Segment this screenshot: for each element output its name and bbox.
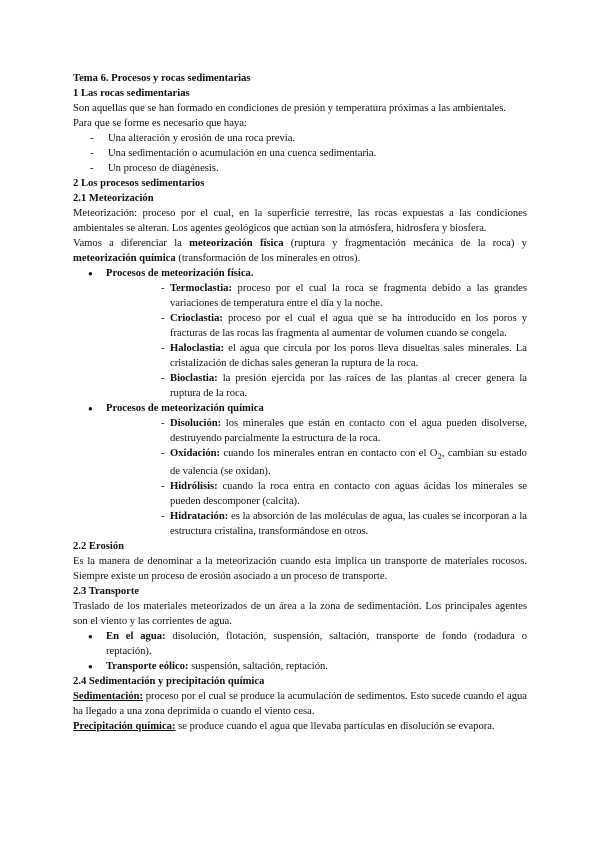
term: Sedimentación: — [73, 691, 144, 703]
term: Disolución: — [170, 418, 222, 429]
document-title: Tema 6. Procesos y rocas sedimentarias — [73, 73, 251, 84]
definition: cuando la roca entra en contacto con aguas ácidas los minerales se pueden descomponer (calcita). — [170, 481, 527, 508]
list-item — [106, 479, 527, 509]
list-item-fisica — [73, 266, 527, 401]
definition: proceso por el cual la roca se fragmenta debido a las grandes variaciones de temperatura entre el día y la noche. — [170, 283, 527, 309]
quimica-heading: Procesos de meteorización química — [106, 403, 264, 414]
term: Haloclastia: — [170, 343, 225, 354]
definition: cuando los minerales entran en contacto con el O — [220, 448, 438, 459]
precipitacion-text — [73, 719, 527, 734]
section-1-lead: Para que se forme es necesario que haya: — [73, 118, 247, 129]
list-item: - Un proceso de diagénesis. — [73, 161, 527, 176]
term: En el agua: — [106, 631, 166, 643]
subscript: 2 — [437, 451, 442, 462]
list-item-quimica — [73, 401, 527, 539]
term: Hidratación: — [170, 511, 229, 523]
meteorizacion-types — [73, 236, 527, 266]
section-2-3-heading: 2.3 Transporte — [73, 586, 140, 598]
list-item: - Una sedimentación o acumulación en una cuenca sedimentaria. — [73, 146, 527, 161]
definition: disolución, flotación, suspensión, saltación, transporte de fondo (rodadura o reptación). — [106, 631, 528, 658]
list-item — [106, 341, 527, 371]
section-2-heading: 2 Los procesos sedimentarios — [73, 178, 205, 189]
fisica-heading: Procesos de meteorización física. — [106, 268, 254, 279]
section-1-intro: Son aquellas que se han formado en condiciones de presión y temperatura próximas a las ambientales. — [73, 103, 507, 114]
document-body — [73, 71, 527, 734]
list-item — [73, 659, 527, 674]
list-item — [106, 509, 527, 539]
term: Crioclastia: — [170, 313, 223, 324]
term: Precipitación química: — [73, 721, 176, 733]
text-run: (transformación de los minerales en otros). — [175, 253, 361, 264]
definition: suspensión, saltación, reptación. — [188, 661, 328, 673]
section-2-4-heading: 2.4 Sedimentación y precipitación química — [73, 676, 265, 688]
term-meteorizacion-quimica: meteorización química — [73, 253, 176, 264]
requirements-list — [73, 131, 527, 176]
definition: , cambian su estado de valencia (se oxidan). — [170, 448, 527, 478]
term-meteorizacion-fisica: meteorización física — [189, 238, 284, 249]
text-run: Vamos a diferenciar la — [73, 238, 190, 249]
definition: el agua que circula por los poros lleva disueltas sales minerales. La cristalización de dichas sales generan la ruptura de la roca. — [170, 343, 527, 369]
term: Transporte eólico: — [106, 661, 189, 673]
term: Bioclastia: — [170, 373, 218, 384]
list-item — [73, 629, 527, 659]
section-2-2-heading: 2.2 Erosión — [73, 541, 125, 553]
fisica-list — [106, 281, 527, 401]
list-item: - Una alteración y erosión de una roca previa. — [73, 131, 527, 146]
definition: se produce cuando el agua que llevaba partículas en disolución se evapora. — [175, 721, 495, 733]
term: Termoclastia: — [170, 283, 232, 294]
definition: proceso por el cual el agua que se ha introducido en los poros y fracturas de las rocas las fragmenta al aumentar de volumen cuando se congela. — [170, 313, 527, 339]
transporte-list — [73, 629, 527, 674]
meteorizacion-definition: Meteorización: proceso por el cual, en la superficie terrestre, las rocas expuestas a las condiciones ambientales se alteran. Los agentes geológicos que actúan son la atmósfera, hidrosfera y biosfera. — [73, 208, 527, 234]
term: Oxidación: — [170, 448, 221, 459]
quimica-list — [106, 416, 527, 539]
section-1-heading: 1 Las rocas sedimentarias — [73, 88, 190, 99]
transporte-text: Traslado de los materiales meteorizados de un área a la zona de sedimentación. Los principales agentes son el viento y las corrientes de agua. — [73, 601, 527, 628]
sedimentacion-text — [73, 689, 527, 719]
list-item — [106, 281, 527, 311]
definition: la presión ejercida por las raíces de las plantas al crecer genera la ruptura de la roca. — [170, 373, 527, 399]
term: Hidrólisis: — [170, 481, 218, 493]
text-run: (ruptura y fragmentación mecánica de la roca) y — [283, 238, 527, 249]
section-2-1-heading: 2.1 Meteorización — [73, 193, 154, 204]
definition: es la absorción de las moléculas de agua, las cuales se incorporan a la estructura cristalina, transformándose en otros. — [170, 511, 527, 538]
list-item — [106, 446, 527, 479]
list-item — [106, 311, 527, 341]
definition: los minerales que están en contacto con el agua pueden disolverse, destruyendo parcialmente la estructura de la roca. — [170, 418, 527, 444]
definition: proceso por el cual se produce la acumulación de sedimentos. Esto sucede cuando el agua ha llegado a una zona deprimida o cuando el viento cesa. — [73, 691, 527, 718]
meteorizacion-process-list — [73, 266, 527, 539]
list-item — [106, 416, 527, 446]
erosion-text: Es la manera de denominar a la meteorización cuando esta implica un transporte de materiales rocosos. Siempre existe un proceso de erosión asociado a un proceso de transporte. — [73, 556, 527, 583]
list-item — [106, 371, 527, 401]
